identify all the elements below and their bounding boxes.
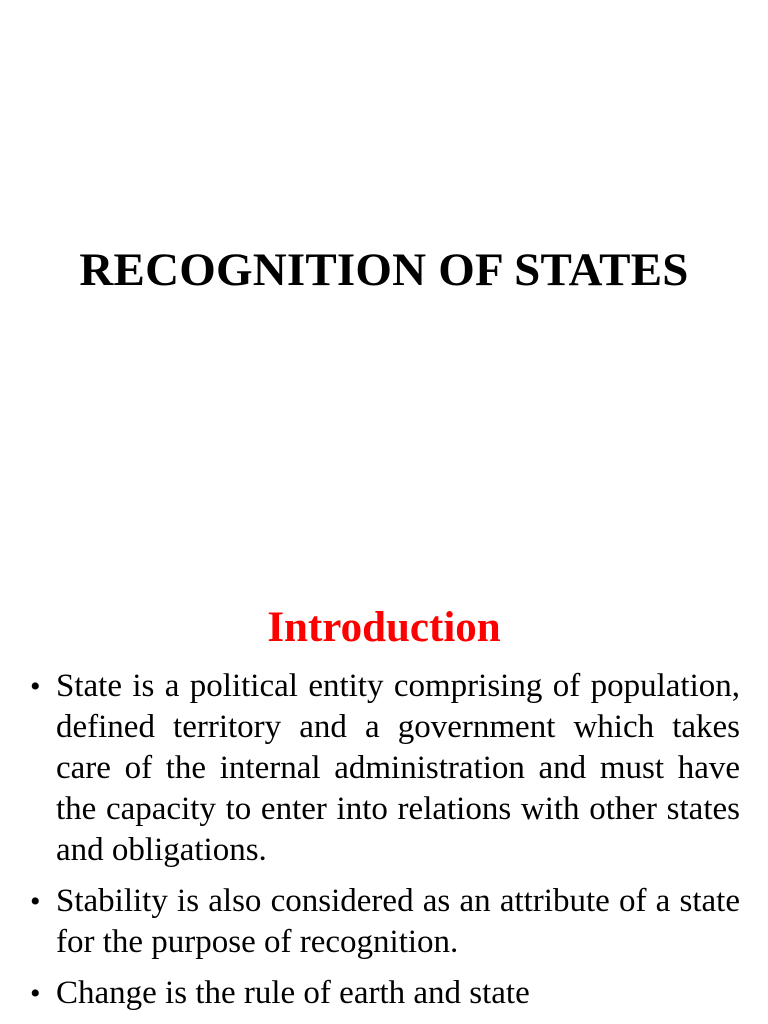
bullet-item-3 <box>0 973 768 1014</box>
bullet-text: State is a political entity comprising of population, defined territory and a government which takes care of the internal administration and must have the capacity to enter into relations with other states and obligations. <box>56 668 740 868</box>
introduction-slide <box>0 560 768 1024</box>
section-heading: Introduction <box>267 604 501 651</box>
bullet-marker-icon: • <box>30 977 41 1010</box>
bullet-item-1 <box>0 666 768 871</box>
bullet-text: Stability is also considered as an attribute of a state for the purpose of recognition. <box>56 883 740 960</box>
bullet-item-2 <box>0 881 768 963</box>
bullet-marker-icon: • <box>30 885 41 918</box>
bullet-list <box>0 666 768 1024</box>
bullet-text: Change is the rule of earth and state <box>56 975 530 1011</box>
presentation-title: RECOGNITION OF STATES <box>79 244 689 296</box>
bullet-marker-icon: • <box>30 670 41 703</box>
